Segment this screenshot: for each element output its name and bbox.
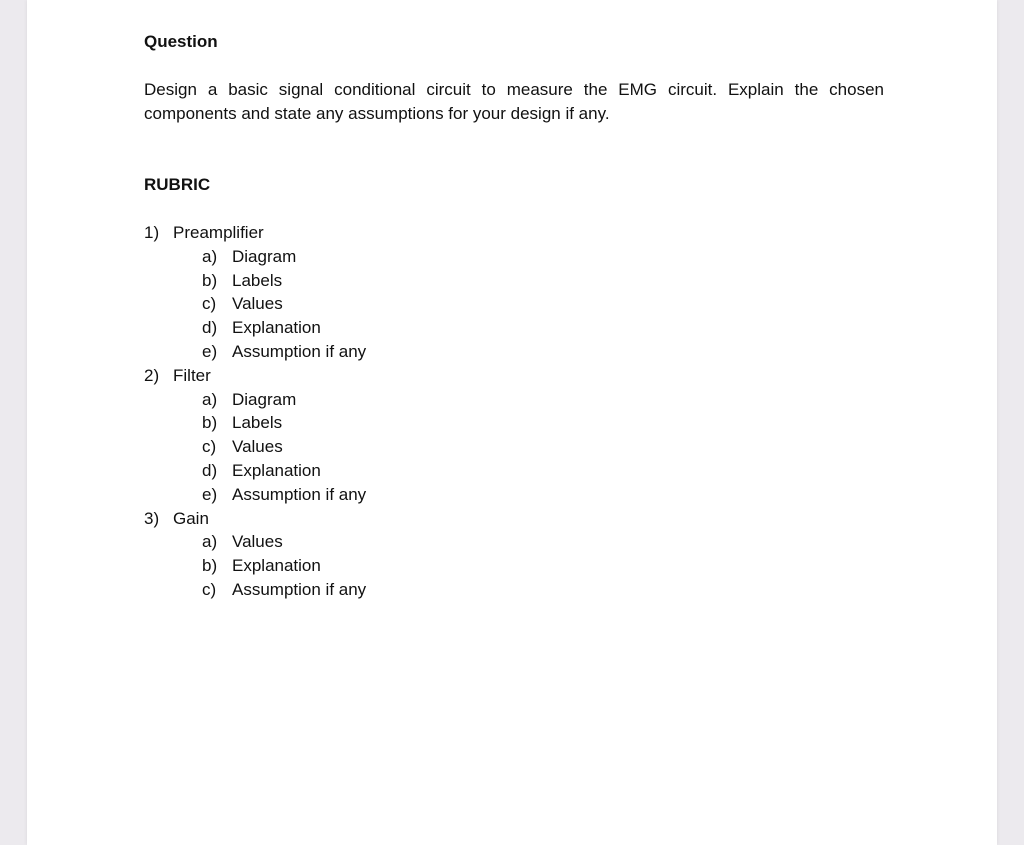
- sub-list: [202, 388, 884, 507]
- list-item: [202, 340, 884, 364]
- item-letter: e): [202, 341, 218, 361]
- list-item: [202, 388, 884, 412]
- item-letter: a): [202, 532, 218, 552]
- list-item: [202, 530, 884, 554]
- section-row: [144, 507, 884, 531]
- item-letter: a): [202, 246, 218, 266]
- list-item: [202, 411, 884, 435]
- section-title: Filter: [173, 365, 211, 385]
- item-text: Labels: [232, 270, 283, 290]
- list-item: [202, 483, 884, 507]
- list-item: [202, 459, 884, 483]
- section-title: Preamplifier: [173, 223, 264, 242]
- item-letter: c): [202, 294, 217, 314]
- section-number: 2): [144, 365, 160, 385]
- item-letter: b): [202, 556, 218, 576]
- item-text: Values: [232, 437, 283, 457]
- question-heading: Question: [144, 32, 218, 51]
- item-text: Assumption if any: [232, 484, 367, 504]
- list-item: [202, 245, 884, 269]
- question-text: Design a basic signal conditional circuit to measure the EMG circuit. Explain the chosen components and state any assumptions for your design if any.: [144, 80, 884, 123]
- document-page: [27, 0, 997, 845]
- item-letter: b): [202, 413, 218, 433]
- item-text: Explanation: [232, 460, 321, 480]
- list-item: [202, 435, 884, 459]
- item-text: Labels: [232, 413, 283, 433]
- rubric-section-filter: [144, 364, 884, 507]
- sub-list: [202, 245, 884, 364]
- document-content: [144, 31, 884, 602]
- item-text: Values: [232, 532, 283, 552]
- item-letter: c): [202, 579, 217, 599]
- section-row: [144, 364, 884, 388]
- item-text: Values: [232, 294, 283, 314]
- rubric-section-gain: [144, 507, 884, 602]
- list-item: [202, 578, 884, 602]
- item-text: Diagram: [232, 389, 297, 409]
- item-letter: d): [202, 318, 218, 338]
- item-text: Assumption if any: [232, 579, 367, 599]
- section-row: [144, 221, 884, 245]
- list-item: [202, 554, 884, 578]
- item-text: Explanation: [232, 556, 321, 576]
- rubric-heading: RUBRIC: [144, 175, 211, 194]
- item-letter: d): [202, 460, 218, 480]
- list-item: [202, 269, 884, 293]
- rubric-section-preamplifier: [144, 221, 884, 364]
- item-letter: a): [202, 389, 218, 409]
- list-item: [202, 292, 884, 316]
- item-text: Diagram: [232, 246, 297, 266]
- section-title: Gain: [173, 508, 209, 528]
- item-letter: b): [202, 270, 218, 290]
- item-letter: e): [202, 484, 218, 504]
- section-number: 3): [144, 508, 160, 528]
- list-item: [202, 316, 884, 340]
- item-letter: c): [202, 437, 217, 457]
- section-number: 1): [144, 223, 160, 242]
- item-text: Explanation: [232, 318, 321, 338]
- sub-list: [202, 530, 884, 601]
- item-text: Assumption if any: [232, 341, 367, 361]
- rubric-list: [144, 221, 884, 602]
